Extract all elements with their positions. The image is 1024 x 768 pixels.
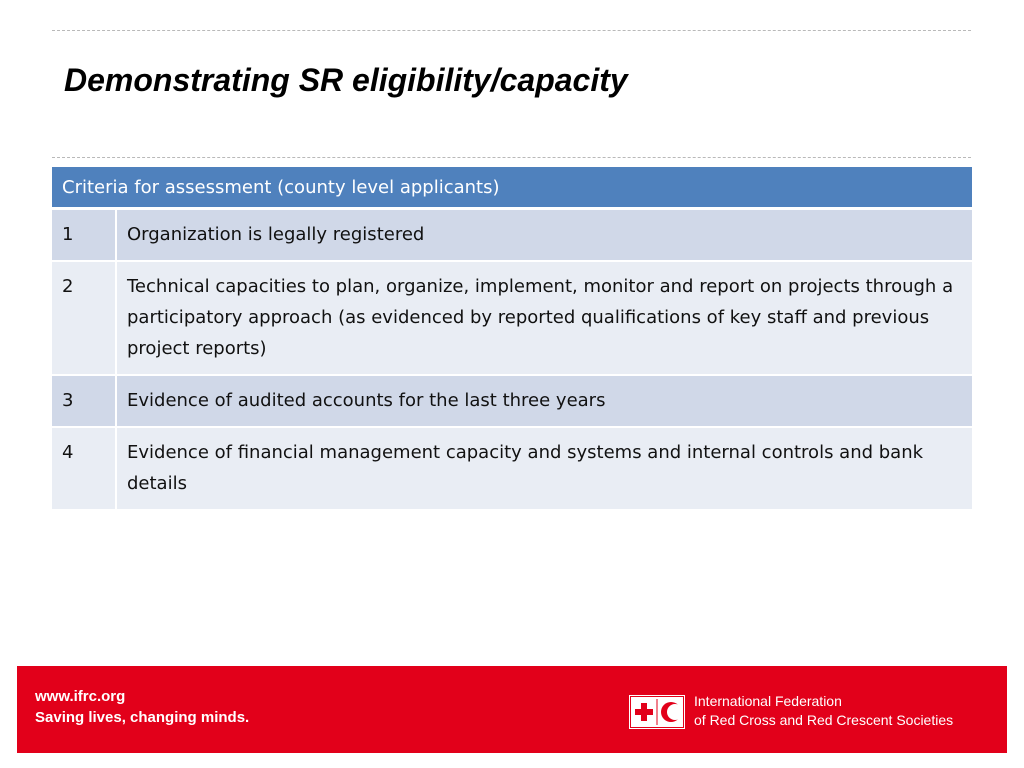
row-criterion: Evidence of audited accounts for the last three years xyxy=(116,375,972,427)
footer-url-link[interactable]: www.ifrc.org xyxy=(35,688,126,705)
org-name-line2: of Red Cross and Red Crescent Societies xyxy=(694,712,954,728)
criteria-table xyxy=(52,167,972,511)
table-header-row xyxy=(52,167,972,209)
row-criterion: Organization is legally registered xyxy=(116,209,972,262)
slide-title: Demonstrating SR eligibility/capacity xyxy=(64,62,628,98)
footer-bar xyxy=(17,666,1007,753)
table-row xyxy=(52,261,972,375)
red-cross-red-crescent-emblem-icon xyxy=(629,695,685,729)
table-row xyxy=(52,209,972,262)
title-divider xyxy=(52,157,971,158)
row-number: 2 xyxy=(52,261,116,375)
row-number: 3 xyxy=(52,375,116,427)
table-row xyxy=(52,427,972,510)
org-name-line1: International Federation xyxy=(694,693,842,709)
table-header: Criteria for assessment (county level applicants) xyxy=(52,167,972,209)
row-criterion: Evidence of financial management capacity and systems and internal controls and bank details xyxy=(116,427,972,510)
row-number: 4 xyxy=(52,427,116,510)
footer-slogan: Saving lives, changing minds. xyxy=(35,709,250,726)
row-number: 1 xyxy=(52,209,116,262)
table-row xyxy=(52,375,972,427)
top-divider xyxy=(52,30,971,31)
row-criterion: Technical capacities to plan, organize, implement, monitor and report on projects through a participatory approach (as evidenced by reported qualifications of key staff and previous project reports) xyxy=(116,261,972,375)
